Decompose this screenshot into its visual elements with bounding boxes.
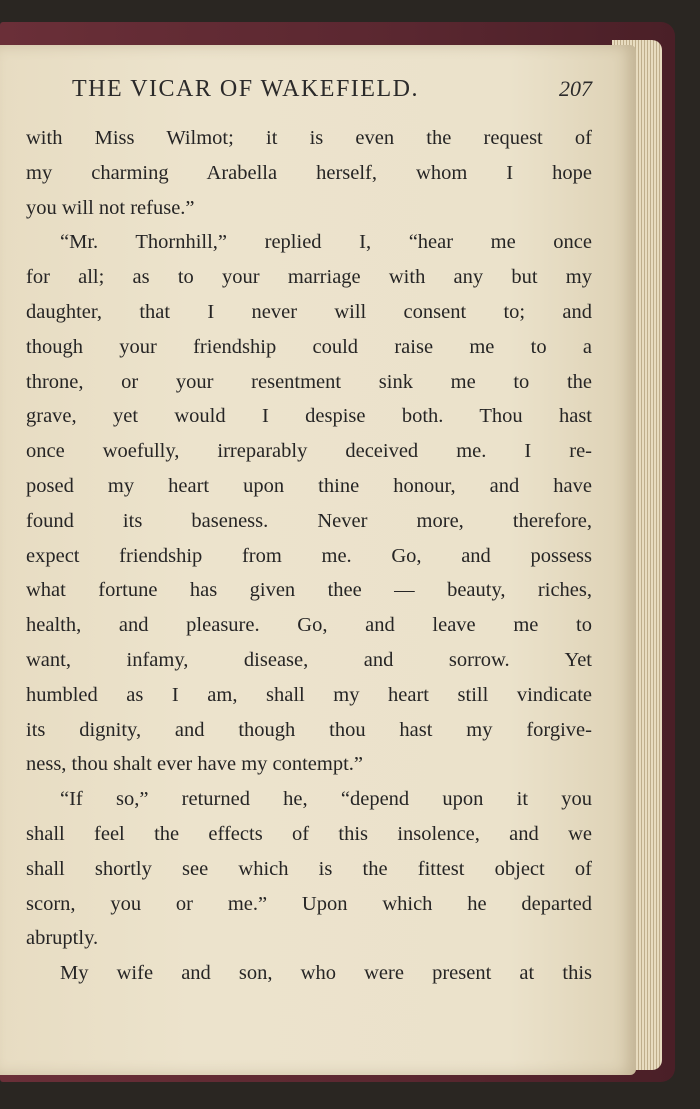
text-line: want, infamy, disease, and sorrow. Yet — [26, 648, 592, 671]
text-line: throne, or your resentment sink me to the — [26, 370, 592, 393]
text-line: with Miss Wilmot; it is even the request of — [26, 127, 592, 149]
text-line: grave, yet would I despise both. Thou hast — [26, 405, 592, 428]
page-number: 207 — [559, 76, 592, 101]
text-line: you will not refuse.” — [26, 196, 195, 219]
text-line: shall feel the effects of this insolence, and we — [26, 822, 592, 845]
text-line: health, and pleasure. Go, and leave me to — [26, 614, 592, 637]
text-line: “If so,” returned he, “depend upon it you — [60, 788, 592, 811]
running-title: THE VICAR OF WAKEFIELD. — [72, 76, 419, 102]
text-line: scorn, you or me.” Upon which he departed — [26, 892, 592, 915]
text-line: ness, thou shalt ever have my contempt.” — [26, 753, 364, 776]
text-line: though your friendship could raise me to a — [26, 335, 592, 358]
text-line: humbled as I am, shall my heart still vindicate — [26, 683, 592, 706]
text-line: abruptly. — [26, 927, 99, 950]
text-line: shall shortly see which is the fittest object of — [26, 857, 592, 880]
text-line: my charming Arabella herself, whom I hope — [26, 161, 592, 184]
text-line: expect friendship from me. Go, and possess — [26, 544, 592, 567]
text-line: once woefully, irreparably deceived me. I re- — [26, 440, 592, 463]
text-line: found its baseness. Never more, therefore, — [26, 509, 592, 532]
text-line: for all; as to your marriage with any but my — [26, 266, 592, 289]
text-line: its dignity, and though thou hast my forgive- — [26, 718, 592, 741]
text-line: posed my heart upon thine honour, and have — [26, 474, 592, 497]
body-text — [26, 121, 592, 991]
text-line: daughter, that I never will consent to; and — [26, 300, 592, 323]
text-line: My wife and son, who were present at this — [60, 962, 592, 985]
page-header — [72, 76, 592, 103]
text-line: “Mr. Thornhill,” replied I, “hear me once — [60, 231, 592, 254]
text-line: what fortune has given thee — beauty, riches, — [26, 579, 592, 602]
